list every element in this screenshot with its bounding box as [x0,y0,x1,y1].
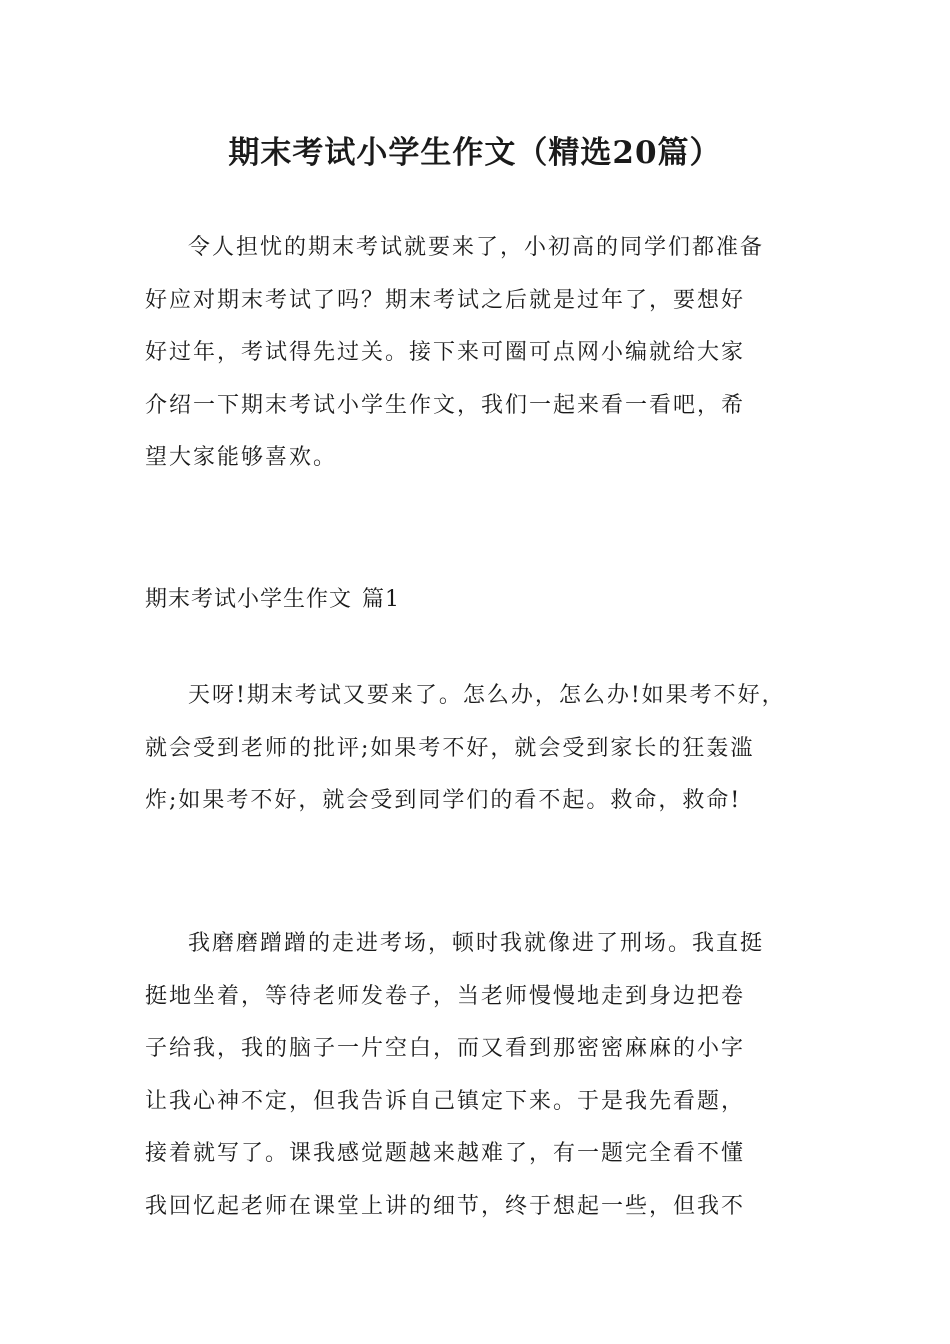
paragraph-line: 天呀!期末考试又要来了。怎么办，怎么办!如果考不好， [188,683,786,708]
intro-line: 望大家能够喜欢。 [145,445,338,470]
paragraph-line: 让我心神不定，但我告诉自己镇定下来。于是我先看题， [145,1088,746,1114]
section-heading-text: 期末考试小学生作文 [145,587,353,612]
paragraph-line: 子给我，我的脑子一片空白，而又看到那密密麻麻的小字 [145,1036,746,1061]
paragraph-line: 炸;如果考不好，就会受到同学们的看不起。救命，救命! [145,788,742,813]
intro-paragraph [145,222,805,485]
section-number: 篇1 [362,587,401,612]
intro-line: 好应对期末考试了吗？期末考试之后就是过年了，要想好 [145,287,746,313]
section-heading [145,580,400,620]
paragraph-line: 挺地坐着，等待老师发卷子，当老师慢慢地走到身边把卷 [145,983,746,1009]
paragraph-line: 我磨磨蹭蹭的走进考场，顿时我就像进了刑场。我直挺 [188,931,765,956]
paragraph-line: 接着就写了。课我感觉题越来越难了，有一题完全看不懂 [145,1141,746,1166]
paragraph-line: 我回忆起老师在课堂上讲的细节，终于想起一些，但我不 [145,1193,746,1219]
intro-line: 介绍一下期末考试小学生作文，我们一起来看一看吧，希 [145,392,746,418]
paragraph-line: 就会受到老师的批评;如果考不好，就会受到家长的狂轰滥 [145,735,755,761]
intro-line: 令人担忧的期末考试就要来了，小初高的同学们都准备 [188,235,765,260]
essay-paragraph-2 [145,918,805,1233]
intro-line: 好过年，考试得先过关。接下来可圈可点网小编就给大家 [145,340,746,365]
document-title: 期末考试小学生作文（精选20篇） [228,135,722,171]
essay-paragraph-1 [145,670,805,828]
